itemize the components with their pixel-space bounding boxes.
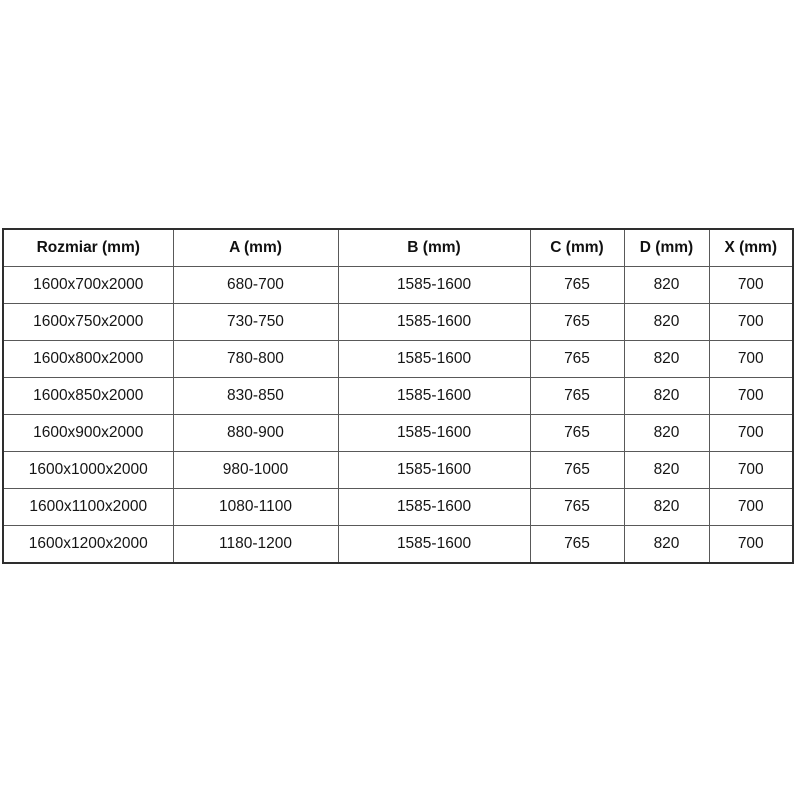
table-cell: 730-750 — [173, 304, 338, 341]
table-cell: 700 — [709, 267, 793, 304]
table-cell: 700 — [709, 526, 793, 564]
table-cell: 820 — [624, 304, 709, 341]
table-cell: 1585-1600 — [338, 304, 530, 341]
table-cell: 780-800 — [173, 341, 338, 378]
table-cell: 765 — [530, 304, 624, 341]
column-header-d: D (mm) — [624, 229, 709, 267]
table-cell: 700 — [709, 489, 793, 526]
column-header-rozmiar: Rozmiar (mm) — [3, 229, 173, 267]
table-cell: 765 — [530, 526, 624, 564]
table-cell: 1600x900x2000 — [3, 415, 173, 452]
table-row — [3, 267, 793, 304]
table-cell: 1600x800x2000 — [3, 341, 173, 378]
table-cell: 700 — [709, 452, 793, 489]
table-cell: 1080-1100 — [173, 489, 338, 526]
table-cell: 765 — [530, 267, 624, 304]
table-cell: 820 — [624, 526, 709, 564]
column-header-b: B (mm) — [338, 229, 530, 267]
table-cell: 880-900 — [173, 415, 338, 452]
table-cell: 1600x850x2000 — [3, 378, 173, 415]
table-row — [3, 526, 793, 564]
size-spec-table-wrapper — [2, 228, 792, 564]
table-cell: 820 — [624, 378, 709, 415]
table-row — [3, 489, 793, 526]
table-cell: 765 — [530, 378, 624, 415]
table-cell: 1600x1100x2000 — [3, 489, 173, 526]
table-body — [3, 267, 793, 564]
table-cell: 820 — [624, 452, 709, 489]
table-cell: 1585-1600 — [338, 267, 530, 304]
table-row — [3, 304, 793, 341]
table-cell: 1585-1600 — [338, 378, 530, 415]
table-cell: 820 — [624, 415, 709, 452]
table-row — [3, 452, 793, 489]
table-cell: 1585-1600 — [338, 489, 530, 526]
table-cell: 820 — [624, 267, 709, 304]
table-cell: 820 — [624, 489, 709, 526]
table-row — [3, 378, 793, 415]
table-cell: 1180-1200 — [173, 526, 338, 564]
table-row — [3, 415, 793, 452]
table-cell: 700 — [709, 341, 793, 378]
table-cell: 820 — [624, 341, 709, 378]
table-cell: 1600x750x2000 — [3, 304, 173, 341]
table-cell: 700 — [709, 304, 793, 341]
table-cell: 1585-1600 — [338, 452, 530, 489]
table-cell: 1585-1600 — [338, 341, 530, 378]
table-cell: 1600x700x2000 — [3, 267, 173, 304]
table-row — [3, 341, 793, 378]
table-cell: 830-850 — [173, 378, 338, 415]
table-cell: 680-700 — [173, 267, 338, 304]
table-header — [3, 229, 793, 267]
column-header-c: C (mm) — [530, 229, 624, 267]
table-cell: 765 — [530, 452, 624, 489]
size-spec-table — [2, 228, 794, 564]
table-cell: 1585-1600 — [338, 526, 530, 564]
column-header-a: A (mm) — [173, 229, 338, 267]
column-header-x: X (mm) — [709, 229, 793, 267]
table-cell: 765 — [530, 489, 624, 526]
table-cell: 1585-1600 — [338, 415, 530, 452]
table-cell: 1600x1200x2000 — [3, 526, 173, 564]
table-cell: 1600x1000x2000 — [3, 452, 173, 489]
table-cell: 700 — [709, 378, 793, 415]
table-cell: 700 — [709, 415, 793, 452]
table-cell: 765 — [530, 415, 624, 452]
table-cell: 980-1000 — [173, 452, 338, 489]
header-row — [3, 229, 793, 267]
table-cell: 765 — [530, 341, 624, 378]
